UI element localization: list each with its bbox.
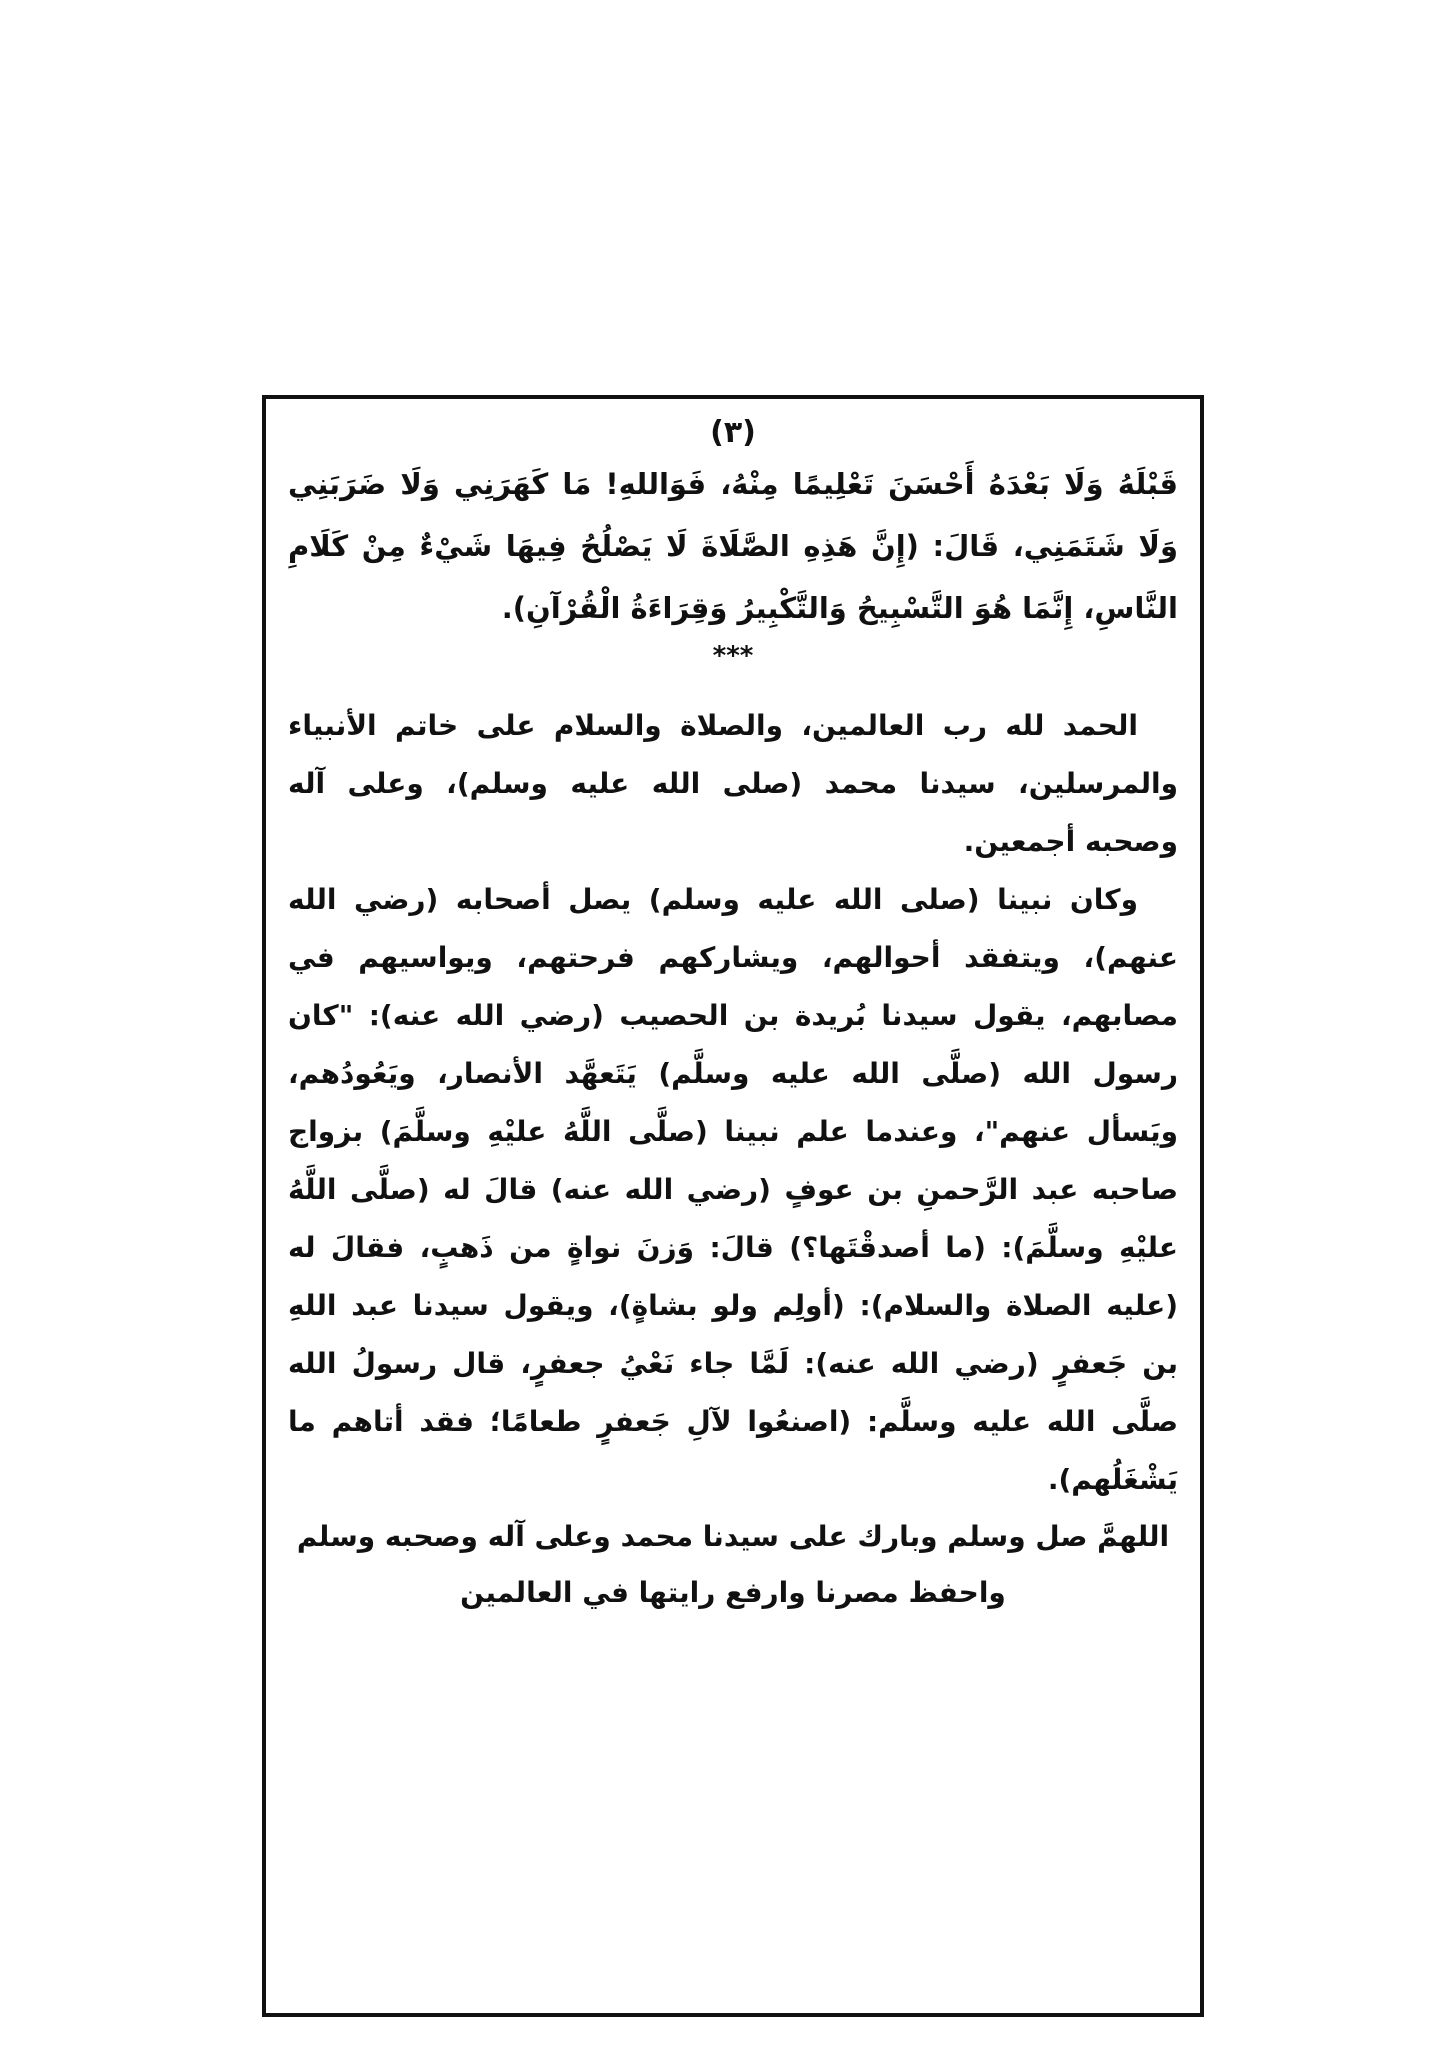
paragraph-opening: الحمد لله رب العالمين، والصلاة والسلام على خاتم الأنبياء والمرسلين، سيدنا محمد (صلى الله عليه وسلم)، وعلى آله وصحبه أجمعين. bbox=[288, 709, 1178, 858]
page-content bbox=[288, 413, 1178, 1621]
prayer-line-1: اللهمَّ صل وسلم وبارك على سيدنا محمد وعلى آله وصحبه وسلم bbox=[296, 1520, 1170, 1553]
page-number: (٣) bbox=[710, 415, 756, 450]
section-separator: *** bbox=[712, 641, 754, 671]
page-frame bbox=[262, 395, 1204, 2017]
prayer-line-2: واحفظ مصرنا وارفع رايتها في العالمين bbox=[460, 1576, 1006, 1609]
hadith-quote: قَبْلَهُ وَلَا بَعْدَهُ أَحْسَنَ تَعْلِيمًا مِنْهُ، فَوَاللهِ! مَا كَهَرَنِي وَلَا ضَرَبَنِي وَلَا شَتَمَنِي، قَالَ: (إِنَّ هَذِهِ الصَّلَاةَ لَا يَصْلُحُ فِيهَا شَيْءٌ مِنْ كَلَامِ النَّاسِ، إِنَّمَا هُوَ التَّسْبِيحُ وَالتَّكْبِيرُ وَقِرَاءَةُ الْقُرْآنِ). bbox=[288, 467, 1178, 625]
paragraph-body: وكان نبينا (صلى الله عليه وسلم) يصل أصحابه (رضي الله عنهم)، ويتفقد أحوالهم، ويشاركهم فرحتهم، ويواسيهم في مصابهم، يقول سيدنا بُريدة بن الحصيب (رضي الله عنه): "كان رسول الله (صلَّى الله عليه وسلَّم) يَتَعهَّد الأنصار، ويَعُودُهم، ويَسأل عنهم"، وعندما علم نبينا (صلَّى اللَّهُ عليْهِ وسلَّمَ) بزواج صاحبه عبد الرَّحمنِ بن عوفٍ (رضي الله عنه) قالَ له (صلَّى اللَّهُ عليْهِ وسلَّمَ): (ما أصدقْتَها؟) قالَ: وَزنَ نواةٍ من ذَهبٍ، فقالَ له (عليه الصلاة والسلام): (أولِم ولو بشاةٍ)، ويقول سيدنا عبد اللهِ بن جَعفرٍ (رضي الله عنه): لَمَّا جاء نَعْيُ جعفرٍ، قال رسولُ الله صلَّى الله عليه وسلَّم: (اصنعُوا لآلِ جَعفرٍ طعامًا؛ فقد أتاهم ما يَشْغَلُهم). bbox=[288, 883, 1178, 1496]
